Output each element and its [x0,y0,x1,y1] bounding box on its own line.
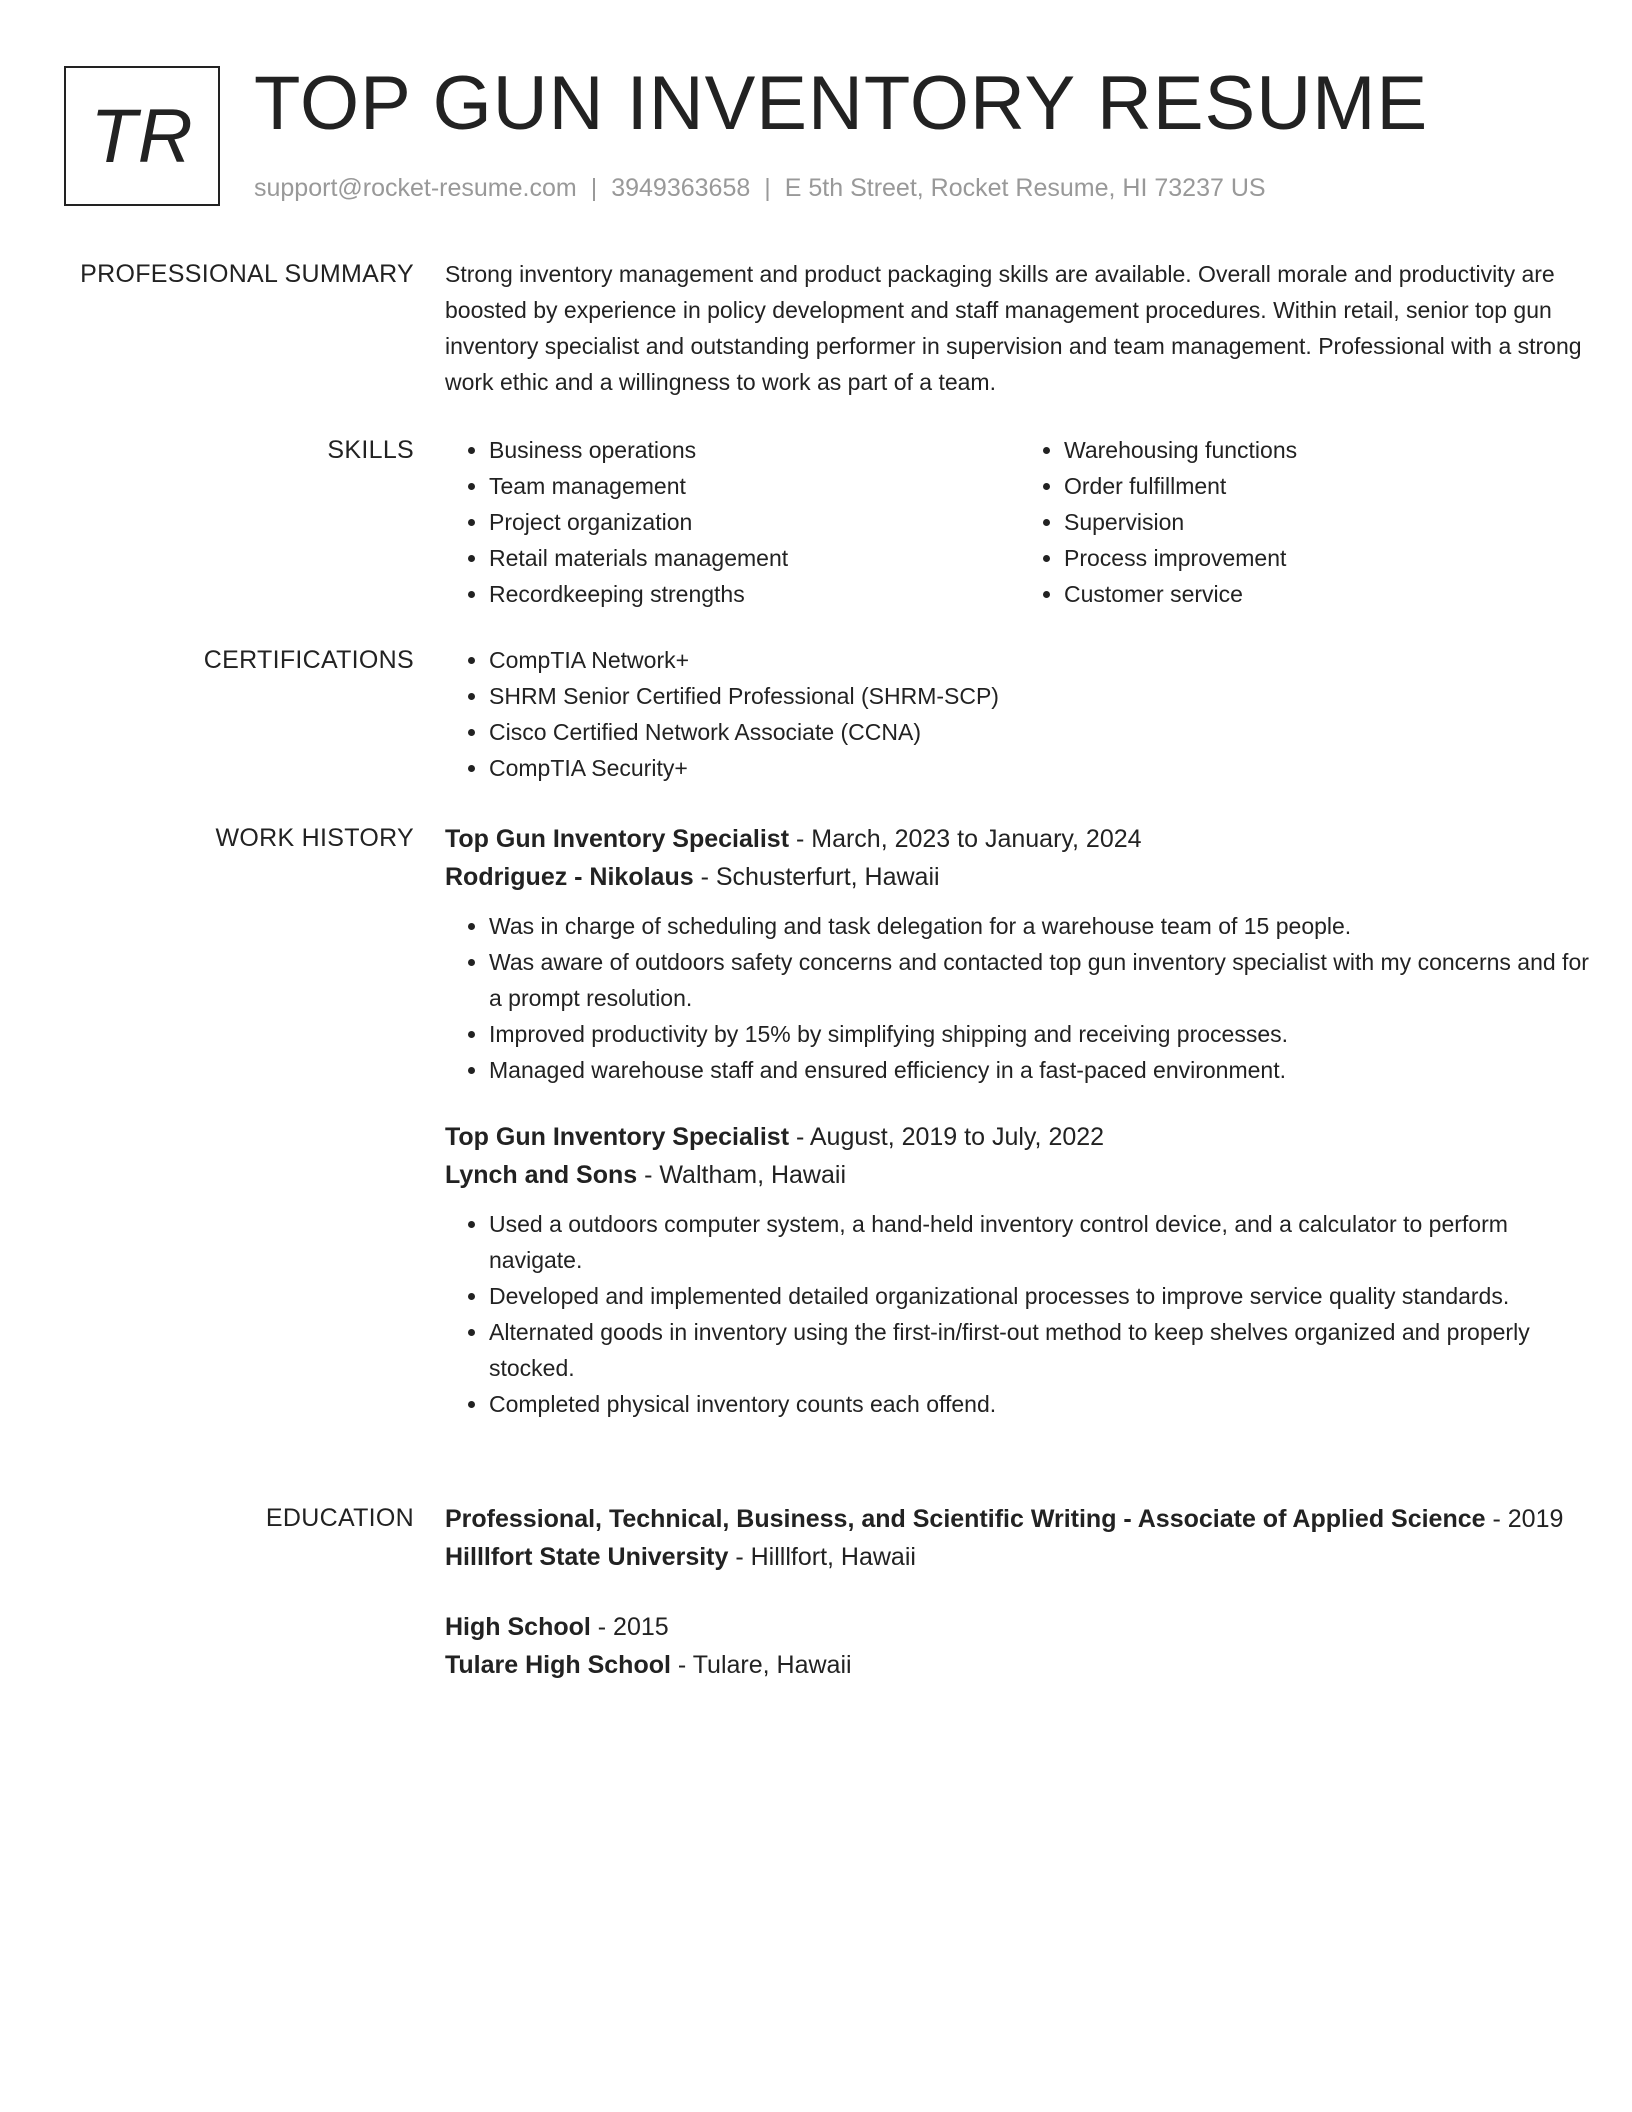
section-label-certifications: CERTIFICATIONS [203,646,414,674]
job-bullet: • Improved productivity by 15% by simplifying shipping and receiving processes. [489,1016,1595,1052]
education-year: - 2015 [590,1613,669,1641]
job-company-line [445,1156,1595,1194]
education-entry [445,1500,1595,1576]
job-title-line [445,820,1595,858]
education-school-line [445,1538,1595,1576]
job-company-line [445,858,1595,896]
job-bullet: • Used a outdoors computer system, a hand-held inventory control device, and a calculator to perform navigate. [489,1206,1595,1278]
summary-body [445,256,1595,400]
contact-separator: | [590,174,598,202]
skill-item: • Warehousing functions [1064,432,1595,468]
summary-section [64,256,1582,406]
education-body [445,1500,1595,1716]
education-entry [445,1608,1595,1684]
education-degree-line [445,1500,1595,1538]
job-company: Lynch and Sons [445,1161,638,1189]
skill-item: • Team management [489,468,1020,504]
resume-header [64,61,1564,216]
skill-item: • Business operations [489,432,1020,468]
certification-item: • CompTIA Security+ [489,750,1595,786]
job-bullet: • Managed warehouse staff and ensured efficiency in a fast-paced environment. [489,1052,1595,1088]
job-location: - Waltham, Hawaii [637,1161,846,1189]
job-bullet: • Was aware of outdoors safety concerns and contacted top gun inventory specialist with my concerns and for a prompt resolution. [489,944,1595,1016]
education-school-line [445,1646,1595,1684]
education-year: - 2019 [1485,1505,1564,1533]
education-school: Hilllfort State University [445,1543,729,1571]
job-dates: - August, 2019 to July, 2022 [789,1123,1105,1151]
section-label-skills: SKILLS [327,436,414,464]
skills-list-right [1020,432,1595,612]
section-label-summary: PROFESSIONAL SUMMARY [80,260,414,288]
certification-item: • SHRM Senior Certified Professional (SHRM-SCP) [489,678,1595,714]
certifications-list [445,642,1595,786]
skills-section [64,432,1564,612]
skill-item: • Recordkeeping strengths [489,576,1020,612]
work-history-section [64,820,1589,1480]
certifications-body [445,642,1595,786]
contact-email[interactable]: support@rocket-resume.com [254,174,577,202]
contact-line [254,174,1266,203]
job-bullet: • Was in charge of scheduling and task delegation for a warehouse team of 15 people. [489,908,1595,944]
job-bullet: • Alternated goods in inventory using the first-in/first-out method to keep shelves organized and properly stocked. [489,1314,1595,1386]
summary-text: Strong inventory management and product packaging skills are available. Overall morale and productivity are boosted by experience in policy development and staff management procedures. Within retail, senior top gun inventory specialist and outstanding performer in supervision and team management. Professional with a strong work ethic and a willingness to work as part of a team. [445,261,1582,395]
certifications-section [64,642,1564,792]
job-bullets [445,1206,1595,1422]
skill-item: • Supervision [1064,504,1595,540]
job-company: Rodriguez - Nikolaus [445,863,694,891]
education-location: - Tulare, Hawaii [670,1651,852,1679]
resume-title: TOP GUN INVENTORY RESUME [254,61,1429,146]
skills-list-left [445,432,1020,612]
work-history-body [445,820,1595,1452]
job-entry [445,1118,1595,1422]
skill-item: • Order fulfillment [1064,468,1595,504]
skill-item: • Retail materials management [489,540,1020,576]
contact-phone[interactable]: 3949363658 [611,174,751,202]
skill-item: • Customer service [1064,576,1595,612]
skills-body [445,432,1595,612]
contact-separator: | [764,174,771,202]
skill-item: • Process improvement [1064,540,1595,576]
job-bullet: • Developed and implemented detailed organizational processes to improve service quality standards. [489,1278,1595,1314]
education-school: Tulare High School [445,1651,671,1679]
job-title: Top Gun Inventory Specialist [445,825,790,853]
contact-address: E 5th Street, Rocket Resume, HI 73237 US [784,174,1266,202]
job-title: Top Gun Inventory Specialist [445,1123,790,1151]
job-dates: - March, 2023 to January, 2024 [789,825,1142,853]
job-entry [445,820,1595,1088]
section-label-education: EDUCATION [265,1504,414,1532]
job-location: - Schusterfurt, Hawaii [693,863,940,891]
monogram-logo: TR [64,66,220,206]
education-degree: High School [445,1613,591,1641]
education-degree-line [445,1608,1595,1646]
education-section [64,1500,1564,1740]
job-title-line [445,1118,1595,1156]
certification-item: • Cisco Certified Network Associate (CCNA) [489,714,1595,750]
education-location: - Hilllfort, Hawaii [728,1543,916,1571]
job-bullets [445,908,1595,1088]
skill-item: • Project organization [489,504,1020,540]
job-bullet: • Completed physical inventory counts each offend. [489,1386,1595,1422]
section-label-work-history: WORK HISTORY [215,824,414,852]
education-degree: Professional, Technical, Business, and Scientific Writing - Associate of Applied Science [445,1505,1486,1533]
certification-item: • CompTIA Network+ [489,642,1595,678]
